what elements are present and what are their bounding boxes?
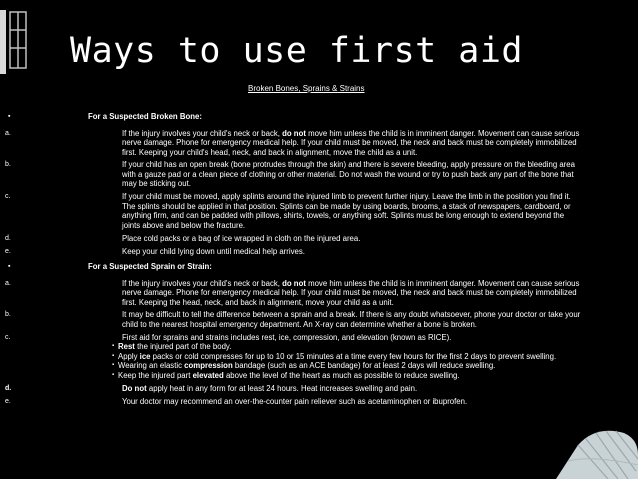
bold-text: compression	[184, 361, 233, 371]
square-bullet-icon: ▪	[112, 371, 115, 378]
list-marker: b.	[5, 161, 11, 169]
list-item	[0, 310, 600, 329]
square-bullet-icon: ▪	[112, 343, 115, 350]
square-bullet-icon: ▪	[8, 113, 11, 120]
page-subtitle: Broken Bones, Sprains & Strains	[248, 84, 365, 93]
sub-list-item-text: Apply ice packs or cold compresses for up to 10 or 15 minutes at a time every few hours for the first 2 days to prevent swelling.	[118, 351, 557, 361]
bold-text: ice	[139, 351, 151, 361]
seashell-image	[538, 415, 638, 479]
list-item	[0, 247, 600, 256]
list-item	[0, 279, 600, 307]
list-item-text: Do not apply heat in any form for at least 24 hours. Heat increases swelling and pain.	[122, 383, 418, 393]
list-item-text: If the injury involves your child's neck or back, do not move him unless the child is in imminent danger. Movement can cause serious nerve damage. Phone for emergency medical help. If your child must be moved, the neck and back must be completely immobilized first. Keeping your child's head, neck, and back in alignment, move the child as a unit.	[122, 129, 580, 157]
list-item-text: Keep your child lying down until medical help arrives.	[122, 247, 305, 257]
list-marker: a.	[5, 279, 11, 287]
list-item	[0, 192, 600, 230]
list-item-text: Your doctor may recommend an over-the-counter pain reliever such as acetaminophen or ibuprofen.	[122, 397, 468, 407]
bold-text: Rest	[118, 342, 135, 352]
section-heading	[0, 112, 600, 129]
list-item-text: If the injury involves your child's neck or back, do not move him unless the child is in imminent danger. Movement can cause serious nerve damage. Phone for emergency medical help. If your child must be moved, the neck and back must be completely immobilized first. Keeping the head, neck, and back in alignment, move your child as a unit.	[122, 278, 580, 307]
list-marker: c.	[5, 333, 11, 341]
list-marker: a.	[5, 130, 11, 137]
list-item	[0, 160, 600, 188]
bold-text: elevated	[192, 370, 224, 380]
sub-list-item-text: Keep the injured part elevated above the level of the heart as much as possible to reduce swelling.	[118, 370, 460, 380]
section-heading-label: For a Suspected Broken Bone:	[88, 112, 202, 121]
bold-text: do not	[282, 278, 306, 288]
section-heading	[0, 262, 600, 279]
list-marker: e.	[5, 248, 11, 256]
list-item-text: If your child has an open break (bone protrudes through the skin) and there is severe bleeding, apply pressure on the bleeding area with a gauze pad or a clean piece of clothing or other material. Do not wash the wound or try to push back any part of the bone that may be sticking out.	[122, 160, 575, 189]
sub-list-item	[0, 342, 600, 351]
sub-list-item	[0, 352, 600, 361]
list-item-text: First aid for sprains and strains includes rest, ice, compression, and elevation (known as RICE).	[122, 332, 452, 342]
bold-text: Do not	[122, 383, 147, 393]
list-item-text: If your child must be moved, apply splints around the injured limb to prevent further injury. Leave the limb in the position you find it. The splints should be applied in that position. Splints can be made by using boards, brooms, a stack of newspapers, cardboard, or anything firm, and can be padded with pillows, shirts, towels, or anything soft. Splints must be long enough to extend beyond the joints above and below the fracture.	[122, 192, 571, 230]
sub-list-item-text: Rest the injured part of the body.	[118, 342, 232, 352]
list-item	[0, 129, 600, 157]
section-heading-label: For a Suspected Sprain or Strain:	[88, 261, 212, 271]
list-marker: c.	[5, 193, 11, 201]
bold-text: do not	[282, 129, 306, 138]
list-item	[0, 397, 600, 406]
square-bullet-icon: ▪	[8, 262, 11, 270]
list-marker: e.	[5, 398, 11, 406]
square-bullet-icon: ▪	[112, 362, 115, 369]
sub-list-item-text: Wearing an elastic compression bandage (such as an ACE bandage) for at least 2 days will reduce swelling.	[118, 361, 496, 371]
list-item	[0, 234, 600, 243]
list-marker: b.	[5, 311, 11, 319]
sub-list-item	[0, 361, 600, 370]
list-item-text: It may be difficult to tell the difference between a sprain and a break. If there is any doubt whatsoever, phone your doctor or take your child to the nearest hospital emergency department. An X-ray can determine whether a bone is broken.	[122, 310, 581, 329]
list-item-text: Place cold packs or a bag of ice wrapped in cloth on the injured area.	[122, 234, 361, 244]
list-marker: d.	[5, 384, 12, 392]
list-item	[0, 384, 600, 393]
list-marker: d.	[5, 235, 11, 243]
page-title: Ways to use first aid	[70, 31, 524, 71]
square-bullet-icon: ▪	[112, 352, 115, 359]
window-icon	[4, 6, 28, 72]
list-item	[0, 333, 600, 380]
content-list	[0, 112, 600, 412]
sub-list-item	[0, 371, 600, 380]
